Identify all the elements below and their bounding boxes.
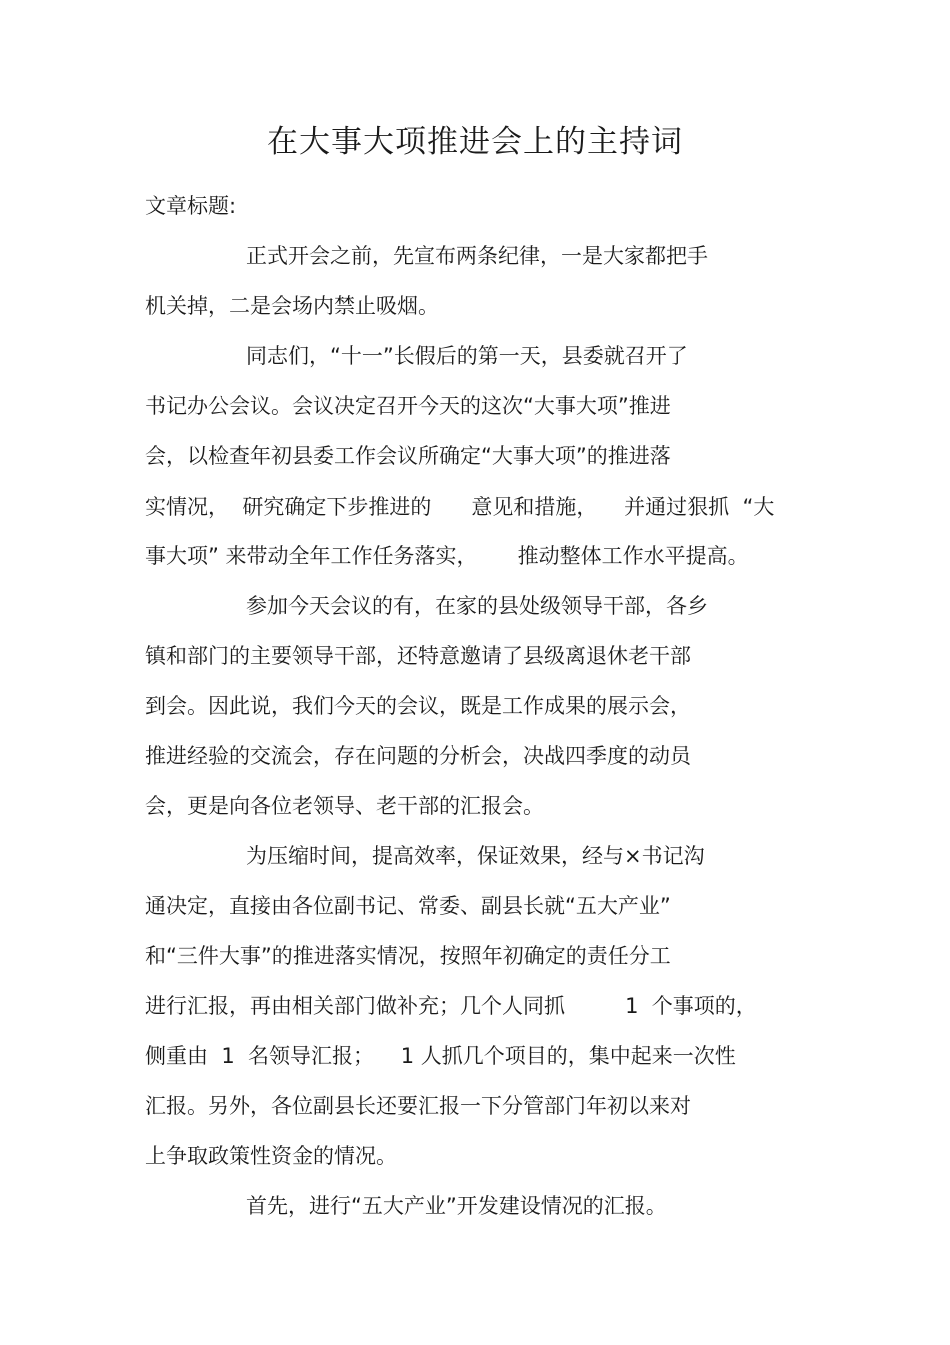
paragraph-3-line-2: 镇和部门的主要领导干部，还特意邀请了县级离退休老干部 bbox=[145, 644, 691, 668]
paragraph-5-line-1: 首先，进行“五大产业”开发建设情况的汇报。 bbox=[246, 1194, 667, 1218]
paragraph-4-line-4: 进行汇报，再由相关部门做补充；几个人同抓 1 个事项的， bbox=[145, 994, 757, 1018]
paragraph-3-line-5: 会，更是向各位老领导、老干部的汇报会。 bbox=[145, 794, 544, 818]
paragraph-4-line-6: 汇报。另外，各位副县长还要汇报一下分管部门年初以来对 bbox=[145, 1094, 691, 1118]
paragraph-2-line-1: 同志们，“十一”长假后的第一天，县委就召开了 bbox=[246, 344, 688, 368]
paragraph-4-line-3: 和“三件大事”的推进落实情况，按照年初确定的责任分工 bbox=[145, 944, 671, 968]
paragraph-2-line-2: 书记办公会议。会议决定召开今天的这次“大事大项”推进 bbox=[145, 394, 671, 418]
paragraph-2-line-3: 会，以检查年初县委工作会议所确定“大事大项”的推进落 bbox=[145, 444, 671, 468]
paragraph-2-line-5: 事大项” 来带动全年工作任务落实， 推动整体工作水平提高。 bbox=[145, 544, 749, 568]
paragraph-1-line-2: 机关掉，二是会场内禁止吸烟。 bbox=[145, 294, 439, 318]
paragraph-1-line-1: 正式开会之前，先宣布两条纪律，一是大家都把手 bbox=[246, 244, 708, 268]
paragraph-3-line-1: 参加今天会议的有，在家的县处级领导干部，各乡 bbox=[246, 594, 708, 618]
document-title: 在大事大项推进会上的主持词 bbox=[267, 124, 683, 160]
article-title-label: 文章标题: bbox=[145, 194, 237, 218]
paragraph-2-line-4: 实情况， 研究确定下步推进的 意见和措施， 并通过狠抓 “大 bbox=[145, 495, 775, 519]
paragraph-4-line-1: 为压缩时间，提高效率，保证效果，经与×书记沟 bbox=[246, 844, 705, 868]
paragraph-4-line-5: 侧重由 1 名领导汇报； 1 人抓几个项目的，集中起来一次性 bbox=[145, 1044, 736, 1068]
paragraph-3-line-3: 到会。因此说，我们今天的会议，既是工作成果的展示会， bbox=[145, 694, 691, 718]
paragraph-3-line-4: 推进经验的交流会，存在问题的分析会，决战四季度的动员 bbox=[145, 744, 691, 768]
paragraph-4-line-7: 上争取政策性资金的情况。 bbox=[145, 1144, 397, 1168]
paragraph-4-line-2: 通决定，直接由各位副书记、常委、副县长就“五大产业” bbox=[145, 894, 671, 918]
